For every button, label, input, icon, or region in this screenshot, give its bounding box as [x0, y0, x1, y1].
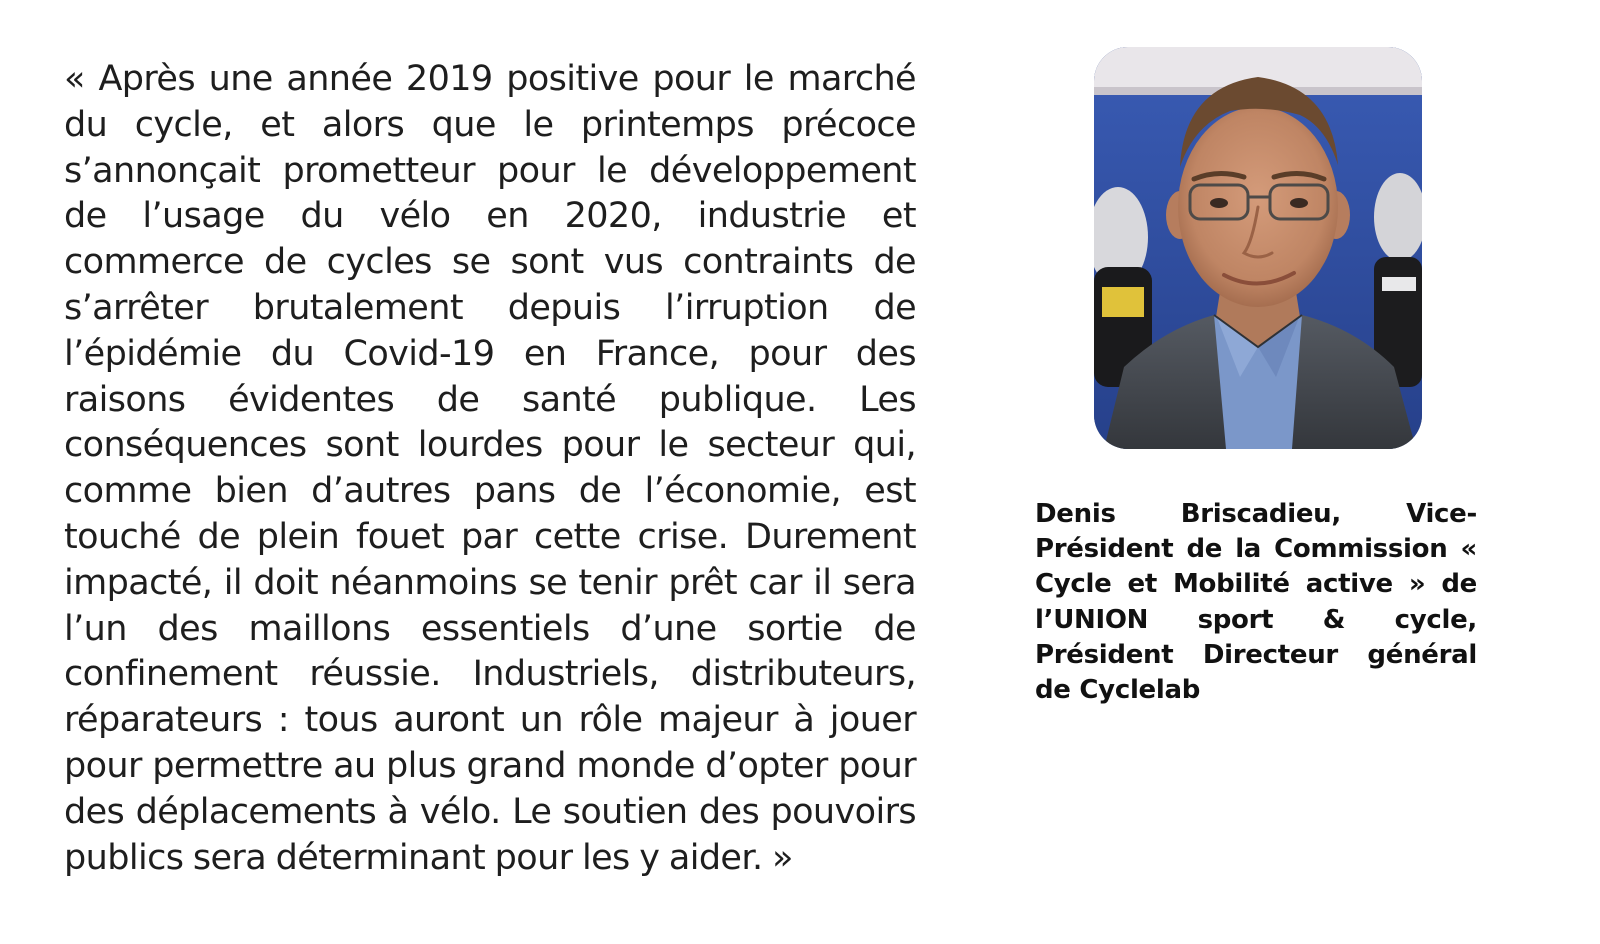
photo-caption: Denis Briscadieu, Vice-Président de la Commission « Cycle et Mobilité active » de l’UNION sport & cycle, Président Directeur général de Cyclelab [1035, 499, 1477, 706]
quote-paragraph: « Après une année 2019 positive pour le marché du cycle, et alors que le printemps précoce s’annonçait prometteur pour le développement de l’usage du vélo en 2020, industrie et commerce de cycles se sont vus contraints de s’arrêter brutalement depuis l’irruption de l’épidémie du Covid-19 en France, pour des raisons évidentes de santé publique. Les conséquences sont lourdes pour le secteur qui, comme bien d’autres pans de l’économie, est touché de plein fouet par cette crise. Durement impacté, il doit néanmoins se tenir prêt car il sera l’un des maillons essentiels d’une sortie de confinement réussie. Industriels, distributeurs, réparateurs : tous auront un rôle majeur à jouer pour permettre au plus grand monde d’opter pour des déplacements à vélo. Le soutien des pouvoirs publics sera déterminant pour les y aider. » [64, 59, 916, 878]
portrait-illustration [1094, 47, 1422, 449]
portrait-photo [1094, 47, 1422, 449]
